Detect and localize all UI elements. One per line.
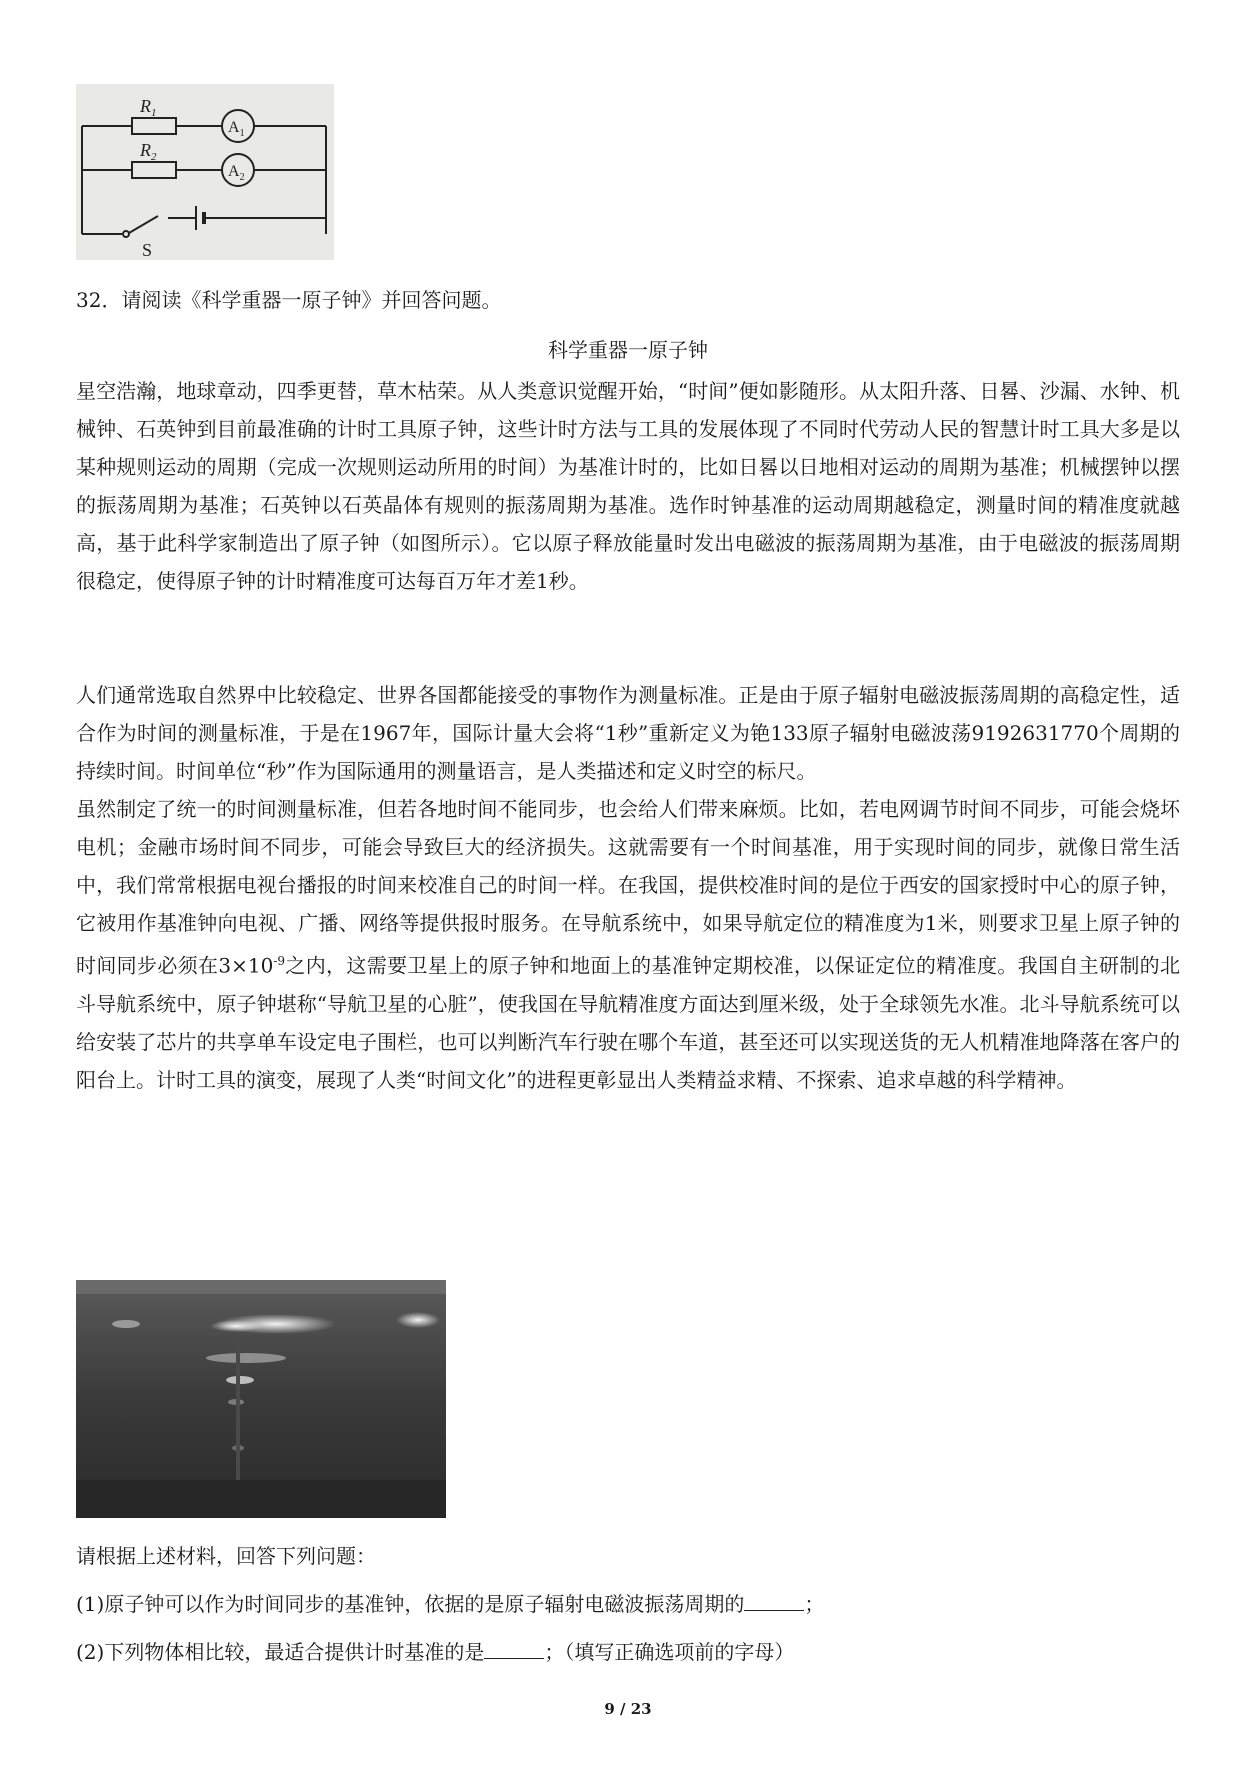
question-2-text: (2)下列物体相比较，最适合提供计时基准的是 (76, 1640, 485, 1664)
questions-intro: 请根据上述材料，回答下列问题： (76, 1544, 376, 1568)
ammeter-a1-label: $A_1$ (228, 119, 245, 139)
paragraph-3-part-2: 之内，这需要卫星上的原子钟和地面上的基准钟定期校准，以保证定位的精准度。我国自主研制的北斗导航系统中，原子钟堪称“导航卫星的心脏”，使我国在导航精准度方面达到厘米级，处于全球领先水准。北斗导航系统可以给安装了芯片的共享单车设定电子围栏，也可以判断汽车行驶在哪个车道，甚至还可以实现送货的无人机精准地降落在客户的阳台上。计时工具的演变，展现了人类“时间文化”的进程更彰显出人类精益求精、不探索、追求卓越的科学精神。 (76, 953, 1181, 1092)
ammeter-a2-label: $A_2$ (228, 163, 245, 183)
article-title: 科学重器一原子钟 (548, 338, 708, 362)
r2-label: $R_2$ (140, 140, 157, 163)
article-paragraph-2: 人们通常选取自然界中比较稳定、世界各国都能接受的事物作为测量标准。正是由于原子辐射电磁波振荡周期的高稳定性，适合作为时间的测量标准，于是在1967年，国际计量大会将“1秒”重新定义为铯133原子辐射电磁波荡9192631770个周期的持续时间。时间单位“秒”作为国际通用的测量语言，是人类描述和定义时空的标尺。 (76, 683, 1180, 783)
page-number: 9 / 23 (604, 1700, 652, 1718)
question-2-end: ；（填写正确选项前的字母） (544, 1640, 795, 1664)
question-1-text: (1)原子钟可以作为时间同步的基准钟，依据的是原子辐射电磁波振荡周期的 (76, 1592, 745, 1616)
answer-blank-1[interactable] (744, 1590, 804, 1611)
article-paragraph-3 (76, 790, 1180, 1099)
question-2 (76, 1636, 794, 1665)
question-1 (76, 1588, 824, 1617)
switch-label: S (142, 240, 153, 260)
question-title: 32．请阅读《科学重器一原子钟》并回答问题。 (76, 288, 502, 312)
answer-blank-2[interactable] (484, 1638, 544, 1659)
exponent: -9 (273, 954, 286, 968)
article-paragraph-1: 星空浩瀚，地球章动，四季更替，草木枯荣。从人类意识觉醒开始，“时间”便如影随形。从太阳升落、日晷、沙漏、水钟、机械钟、石英钟到目前最准确的计时工具原子钟，这些计时方法与工具的发展体现了不同时代劳动人民的智慧计时工具大多是以某种规则运动的周期（完成一次规则运动所用的时间）为基准计时的，比如日晷以日地相对运动的周期为基准；机械摆钟以摆的振荡周期为基准；石英钟以石英晶体有规则的振荡周期为基准。选作时钟基准的运动周期越稳定，测量时间的精准度就越高，基于此科学家制造出了原子钟（如图所示）。它以原子释放能量时发出电磁波的振荡周期为基准，由于电磁波的振荡周期很稳定，使得原子钟的计时精准度可达每百万年才差1秒。 (76, 379, 1180, 593)
circuit-diagram (76, 84, 334, 260)
paragraph-3-part-1: 虽然制定了统一的时间测量标准，但若各地时间不能同步，也会给人们带来麻烦。比如，若电网调节时间不同步，可能会烧坏电机；金融市场时间不同步，可能会导致巨大的经济损失。这就需要有一个时间基准，用于实现时间的同步，就像日常生活中，我们常常根据电视台播报的时间来校准自己的时间一样。在我国，提供校准时间的是位于西安的国家授时中心的原子钟，它被用作基准钟向电视、广播、网络等提供报时服务。在导航系统中，如果导航定位的精准度为1米，则要求卫星上原子钟的时间同步必须在3×10 (76, 797, 1180, 978)
question-1-end: ； (804, 1592, 825, 1616)
atomic-clock-photo (76, 1280, 446, 1518)
r1-label: $R_1$ (140, 96, 157, 119)
